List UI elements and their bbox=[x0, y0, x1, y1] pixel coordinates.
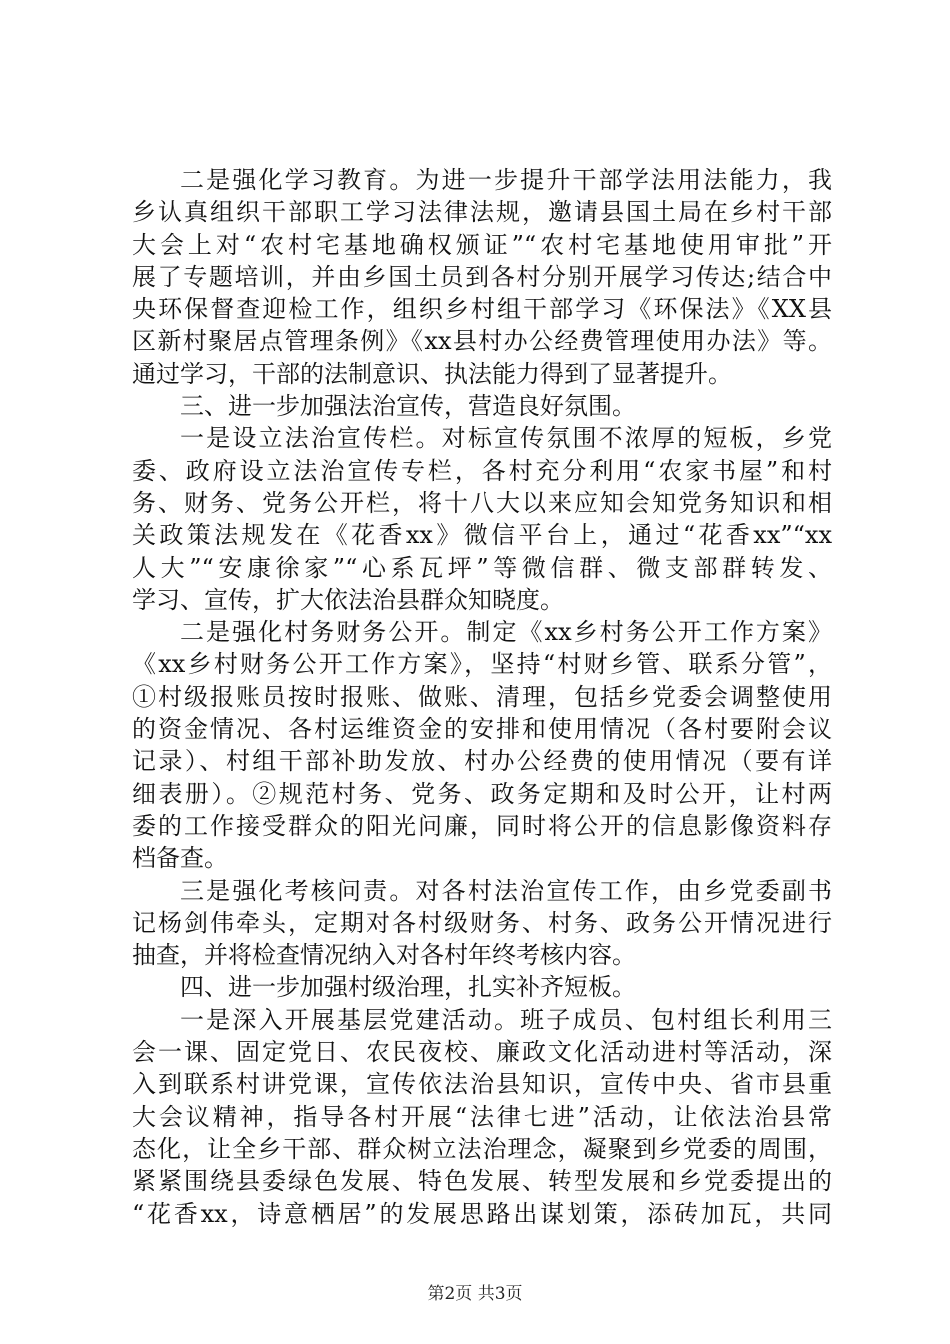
text-line: 入到联系村讲党课，宣传依法治县知识，宣传中央、省市县重 bbox=[132, 1070, 832, 1099]
text-line: 一是设立法治宣传栏。对标宣传氛围不浓厚的短板，乡党 bbox=[180, 424, 832, 453]
text-line: 委的工作接受群众的阳光问廉，同时将公开的信息影像资料存 bbox=[132, 811, 832, 840]
section-heading: 三、进一步加强法治宣传，营造良好氛围。 bbox=[180, 392, 636, 421]
text-line: 记杨剑伟牵头，定期对各村级财务、村务、政务公开情况进行 bbox=[132, 908, 832, 937]
text-line: 央环保督查迎检工作，组织乡村组干部学习《环保法》《XX县 bbox=[132, 295, 832, 324]
text-line: 态化，让全乡干部、群众树立法治理念，凝聚到乡党委的周围， bbox=[132, 1134, 832, 1163]
text-line: 二是强化村务财务公开。制定《xx乡村务公开工作方案》 bbox=[180, 618, 832, 647]
text-line: 二是强化学习教育。为进一步提升干部学法用法能力，我 bbox=[180, 166, 832, 194]
text-line: 乡认真组织干部职工学习法律法规，邀请县国土局在乡村干部 bbox=[132, 198, 832, 227]
text-line: 抽查，并将检查情况纳入对各村年终考核内容。 bbox=[132, 941, 636, 970]
page-footer: 第2页 共3页 bbox=[427, 1284, 523, 1304]
text-line: 紧紧围绕县委绿色发展、特色发展、转型发展和乡党委提出的 bbox=[132, 1167, 832, 1196]
text-line: 记录）、村组干部补助发放、村办公经费的使用情况（要有详 bbox=[132, 747, 832, 776]
text-line: 区新村聚居点管理条例》《xx县村办公经费管理使用办法》等。 bbox=[132, 327, 832, 356]
text-line: 通过学习，干部的法制意识、执法能力得到了显著提升。 bbox=[132, 359, 732, 388]
text-line: 《xx乡村财务公开工作方案》，坚持“村财乡管、联系分管”， bbox=[132, 650, 832, 679]
text-line: 人大”“安康徐家”“心系瓦坪”等微信群、微支部群转发、 bbox=[132, 553, 832, 582]
text-line: 委、政府设立法治宣传专栏，各村充分利用“农家书屋”和村 bbox=[132, 456, 832, 485]
text-line: 的资金情况、各村运维资金的安排和使用情况（各村要附会议 bbox=[132, 715, 832, 744]
text-line: 档备查。 bbox=[132, 844, 228, 873]
text-line: 展了专题培训，并由乡国土员到各村分别开展学习传达;结合中 bbox=[132, 262, 832, 291]
text-line: 大会上对“农村宅基地确权颁证”“农村宅基地使用审批”开 bbox=[132, 230, 832, 259]
text-line: 细表册）。②规范村务、党务、政务定期和及时公开，让村两 bbox=[132, 779, 832, 808]
document-body bbox=[132, 164, 832, 1230]
text-line: 三是强化考核问责。对各村法治宣传工作，由乡党委副书 bbox=[180, 876, 832, 905]
text-line: 关政策法规发在《花香xx》微信平台上，通过“花香xx”“xx bbox=[132, 521, 832, 550]
text-line: 会一课、固定党日、农民夜校、廉政文化活动进村等活动，深 bbox=[132, 1038, 832, 1067]
text-line: 学习、宣传，扩大依法治县群众知晓度。 bbox=[132, 585, 564, 614]
section-heading: 四、进一步加强村级治理，扎实补齐短板。 bbox=[180, 973, 636, 1002]
text-line: 大会议精神，指导各村开展“法律七进”活动，让依法治县常 bbox=[132, 1102, 832, 1131]
text-line: ①村级报账员按时报账、做账、清理，包括乡党委会调整使用 bbox=[132, 682, 832, 711]
text-line: 务、财务、党务公开栏，将十八大以来应知会知党务知识和相 bbox=[132, 488, 832, 517]
text-line: 一是深入开展基层党建活动。班子成员、包村组长利用三 bbox=[180, 1005, 832, 1034]
text-line: “花香xx，诗意栖居”的发展思路出谋划策，添砖加瓦，共同 bbox=[132, 1199, 832, 1228]
